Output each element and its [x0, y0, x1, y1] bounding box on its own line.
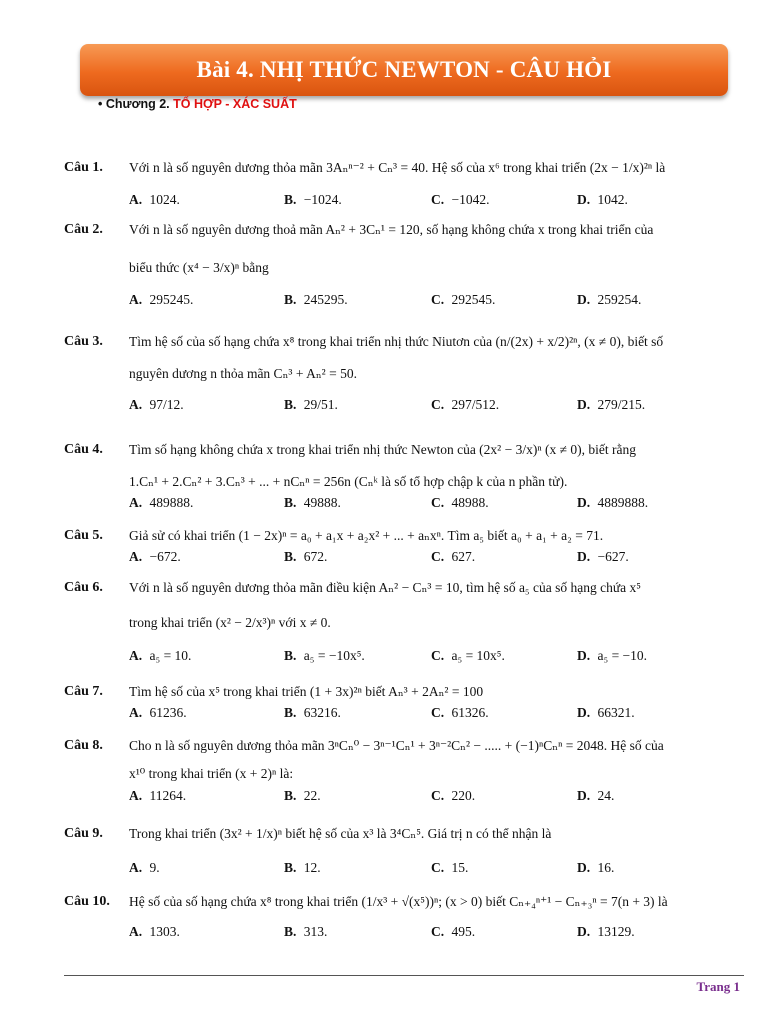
- option-c[interactable]: C. −1042.: [431, 192, 490, 207]
- answer-options: [129, 397, 749, 415]
- option-d[interactable]: D. 1042.: [577, 192, 628, 207]
- option-b[interactable]: B. 672.: [284, 549, 328, 564]
- option-c[interactable]: C. 297/512.: [431, 397, 500, 412]
- answer-options: [129, 788, 749, 806]
- answer-options: [129, 549, 749, 567]
- option-a[interactable]: A. 97/12.: [129, 397, 184, 412]
- option-b[interactable]: B. 22.: [284, 788, 321, 803]
- option-b[interactable]: B. 29/51.: [284, 397, 338, 412]
- question-text: Tìm số hạng không chứa x trong khai triển nhị thức Newton của (2x² − 3/x)ⁿ (x ≠ 0), biết rằng: [129, 442, 636, 457]
- question-text: Cho n là số nguyên dương thỏa mãn 3ⁿCₙ⁰ − 3ⁿ⁻¹Cₙ¹ + 3ⁿ⁻²Cₙ² − ..... + (−1)ⁿCₙⁿ = 2048. Hệ số của: [129, 738, 664, 753]
- chapter-label: • Chương 2.: [98, 97, 170, 111]
- question-text: Giả sử có khai triển (1 − 2x)ⁿ = a₀ + a₁x + a₂x² + ... + aₙxⁿ. Tìm a₅ biết a₀ + a₁ + a₂ = 71.: [129, 528, 604, 543]
- option-b[interactable]: B. 49888.: [284, 495, 341, 510]
- question-text-continued: nguyên dương n thỏa mãn Cₙ³ + Aₙ² = 50.: [129, 366, 357, 381]
- question-text: Với n là số nguyên dương thỏa mãn điều kiện Aₙ² − Cₙ³ = 10, tìm hệ số a₅ của số hạng chứa x⁵: [129, 580, 641, 595]
- option-a[interactable]: A. 295245.: [129, 292, 194, 307]
- question-number: Câu 5.: [64, 528, 103, 543]
- question-text-continued: biểu thức (x⁴ − 3/x)ⁿ bằng: [129, 260, 269, 275]
- question-text: Trong khai triển (3x² + 1/x)ⁿ biết hệ số của x³ là 3⁴Cₙ⁵. Giá trị n có thể nhận là: [129, 826, 552, 841]
- option-b[interactable]: B. 63216.: [284, 705, 341, 720]
- option-d[interactable]: D. 66321.: [577, 705, 635, 720]
- chapter-heading: [98, 97, 297, 111]
- question-text-continued: x¹⁰ trong khai triển (x + 2)ⁿ là:: [129, 766, 294, 781]
- question-number: Câu 9.: [64, 826, 103, 841]
- answer-options: [129, 192, 749, 210]
- page-number: [697, 979, 740, 995]
- option-d[interactable]: D. a₅ = −10.: [577, 648, 648, 663]
- option-c[interactable]: C. 495.: [431, 924, 476, 939]
- option-c[interactable]: C. 220.: [431, 788, 476, 803]
- title-banner: [80, 44, 728, 96]
- option-a[interactable]: A. −672.: [129, 549, 181, 564]
- answer-options: [129, 648, 749, 666]
- question-text: Với n là số nguyên dương thoả mãn Aₙ² + 3Cₙ¹ = 120, số hạng không chứa x trong khai triển của: [129, 222, 654, 237]
- question-text: Tìm hệ số của x⁵ trong khai triển (1 + 3x)²ⁿ biết Aₙ³ + 2Aₙ² = 100: [129, 684, 484, 699]
- question-text: Với n là số nguyên dương thỏa mãn 3Aₙⁿ⁻² + Cₙ³ = 40. Hệ số của x⁶ trong khai triển (2x − 1/x)²ⁿ là: [129, 160, 666, 175]
- option-b[interactable]: B. 245295.: [284, 292, 348, 307]
- question-number: Câu 3.: [64, 334, 103, 349]
- answer-options: [129, 924, 749, 942]
- option-d[interactable]: D. 24.: [577, 788, 615, 803]
- option-a[interactable]: A. 1024.: [129, 192, 180, 207]
- question-3: [64, 334, 744, 424]
- option-c[interactable]: C. 15.: [431, 860, 469, 875]
- question-4: [64, 442, 744, 512]
- question-number: Câu 8.: [64, 738, 103, 753]
- question-9: [64, 826, 744, 876]
- option-b[interactable]: B. a₅ = −10x⁵.: [284, 648, 365, 663]
- option-b[interactable]: B. 12.: [284, 860, 321, 875]
- answer-options: [129, 292, 749, 310]
- question-8: [64, 738, 744, 808]
- answer-options: [129, 705, 749, 723]
- question-number: Câu 6.: [64, 580, 103, 595]
- answer-options: [129, 860, 749, 878]
- question-text-continued: trong khai triển (x² − 2/x³)ⁿ với x ≠ 0.: [129, 615, 331, 630]
- option-a[interactable]: A. 9.: [129, 860, 160, 875]
- option-a[interactable]: A. 11264.: [129, 788, 187, 803]
- option-c[interactable]: C. 48988.: [431, 495, 489, 510]
- question-number: Câu 10.: [64, 894, 110, 909]
- chapter-name: TỔ HỢP - XÁC SUẤT: [173, 97, 297, 111]
- answer-options: [129, 495, 749, 513]
- option-d[interactable]: D. 4889888.: [577, 495, 649, 510]
- question-text-continued: 1.Cₙ¹ + 2.Cₙ² + 3.Cₙ³ + ... + nCₙⁿ = 256n (Cₙᵏ là số tổ hợp chập k của n phần tử).: [129, 474, 568, 489]
- option-d[interactable]: D. 279/215.: [577, 397, 646, 412]
- option-a[interactable]: A. 1303.: [129, 924, 180, 939]
- option-c[interactable]: C. 292545.: [431, 292, 496, 307]
- question-number: Câu 1.: [64, 160, 103, 175]
- page-title: Bài 4. NHỊ THỨC NEWTON - CÂU HỎI: [196, 57, 612, 82]
- page-number-value: 1: [733, 979, 740, 994]
- question-2: [64, 222, 744, 312]
- option-b[interactable]: B. 313.: [284, 924, 328, 939]
- option-a[interactable]: A. a₅ = 10.: [129, 648, 192, 663]
- question-5: [64, 528, 744, 568]
- page-label: Trang: [696, 979, 731, 994]
- question-number: Câu 4.: [64, 442, 103, 457]
- footer-divider: [64, 975, 744, 976]
- question-1: [64, 160, 744, 210]
- option-d[interactable]: D. 259254.: [577, 292, 642, 307]
- option-b[interactable]: B. −1024.: [284, 192, 342, 207]
- question-text: Hệ số của số hạng chứa x⁸ trong khai triển (1/x³ + √(x⁵))ⁿ; (x > 0) biết Cₙ₊₄ⁿ⁺¹ − Cₙ₊₃ⁿ = 7(n + 3) là: [129, 894, 668, 909]
- option-c[interactable]: C. 627.: [431, 549, 476, 564]
- option-d[interactable]: D. 16.: [577, 860, 615, 875]
- option-d[interactable]: D. 13129.: [577, 924, 635, 939]
- question-7: [64, 684, 744, 724]
- option-a[interactable]: A. 489888.: [129, 495, 194, 510]
- question-6: [64, 580, 744, 670]
- question-number: Câu 2.: [64, 222, 103, 237]
- option-c[interactable]: C. a₅ = 10x⁵.: [431, 648, 505, 663]
- question-text: Tìm hệ số của số hạng chứa x⁸ trong khai triển nhị thức Niutơn của (n/(2x) + x/2)²ⁿ, (x ≠ 0), biết số: [129, 334, 664, 349]
- option-d[interactable]: D. −627.: [577, 549, 629, 564]
- option-a[interactable]: A. 61236.: [129, 705, 187, 720]
- question-10: [64, 894, 744, 944]
- question-number: Câu 7.: [64, 684, 103, 699]
- option-c[interactable]: C. 61326.: [431, 705, 489, 720]
